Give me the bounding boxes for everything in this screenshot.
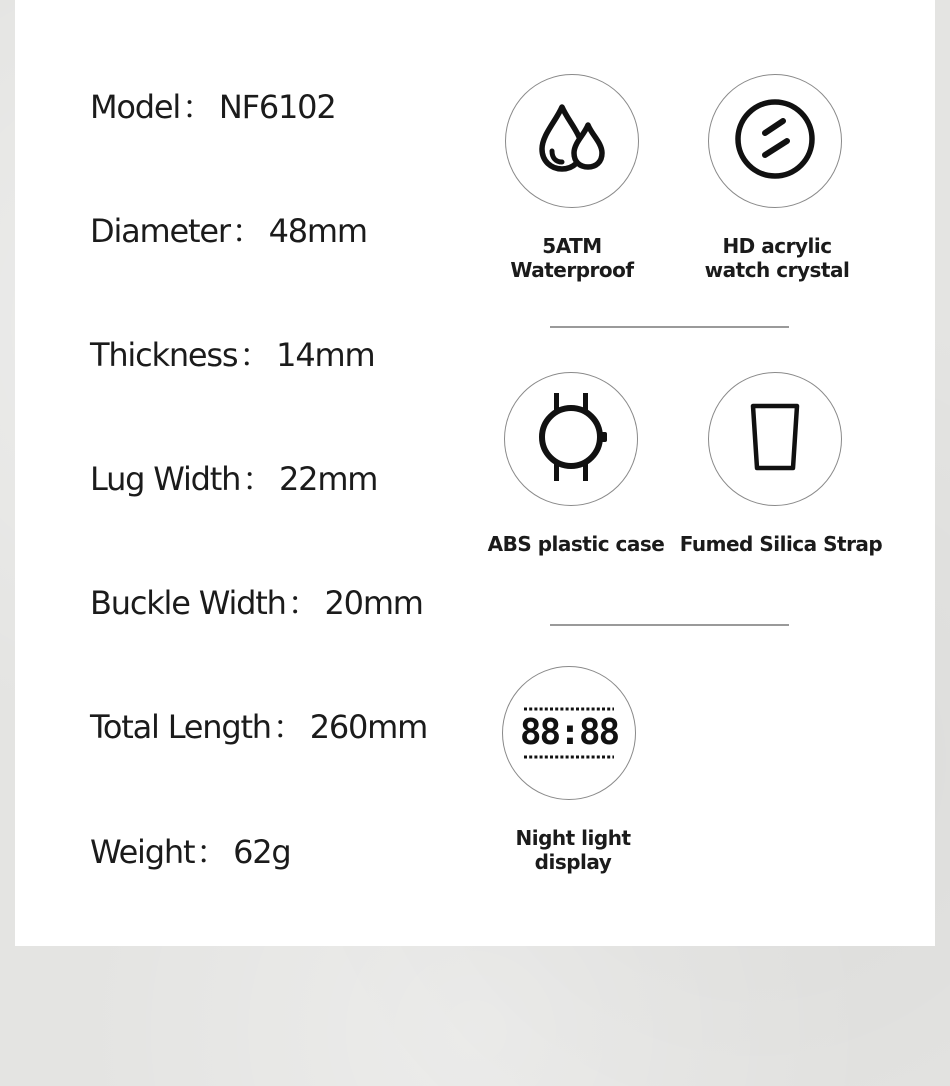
feature-crystal-badge [708,74,842,208]
spec-separator: ： [196,833,228,871]
spec-label: Model [90,88,181,126]
feature-case-label [466,532,686,556]
spec-label: Total Length [90,708,271,746]
feature-waterproof-badge [505,74,639,208]
label-line: watch crystal [704,258,850,282]
spec-value: 14mm [276,336,375,374]
spec-value: 22mm [279,460,378,498]
label-line: ABS plastic case [487,532,665,556]
spec-label: Weight [90,833,195,871]
spec-value: 260mm [309,708,428,746]
spec-thickness [90,336,375,374]
label-line: 5ATM [542,234,602,258]
spec-value: 62g [233,833,291,871]
crystal-icon [733,97,817,186]
watch-case-icon [526,389,616,490]
feature-strap-badge [708,372,842,506]
divider [550,624,789,626]
spec-separator: ： [272,708,304,746]
water-drops-icon [532,99,612,184]
dots-bottom [521,753,617,761]
spec-separator: ： [239,336,271,374]
spec-value: 20mm [324,584,423,622]
spec-weight [90,833,291,871]
spec-buckle-width [90,584,423,622]
feature-strap-label [671,532,891,556]
feature-display-label [463,826,683,874]
spec-value: 48mm [268,212,367,250]
strap-icon [745,400,805,479]
spec-label: Lug Width [90,460,241,498]
label-line: Waterproof [510,258,634,282]
spec-diameter [90,212,367,250]
label-line: display [534,850,612,874]
spec-total-length [90,708,428,746]
spec-separator: ： [287,584,319,622]
spec-label: Thickness [90,336,238,374]
spec-model [90,88,336,126]
feature-crystal-label [667,234,887,282]
spec-label: Buckle Width [90,584,286,622]
label-line: HD acrylic [722,234,832,258]
spec-separator: ： [182,88,213,126]
display-digits: 88:88 [519,712,619,753]
feature-waterproof-label [462,234,682,282]
spec-separator: ： [231,212,263,250]
spec-label: Diameter [90,212,230,250]
spec-value: NF6102 [218,88,336,126]
label-line: Night light [515,826,631,850]
digital-display-icon [520,705,618,761]
feature-case-badge [504,372,638,506]
feature-display-badge [502,666,636,800]
spec-lug-width [90,460,378,498]
divider [550,326,789,328]
label-line: Fumed Silica Strap [679,532,883,556]
spec-separator: ： [242,460,274,498]
